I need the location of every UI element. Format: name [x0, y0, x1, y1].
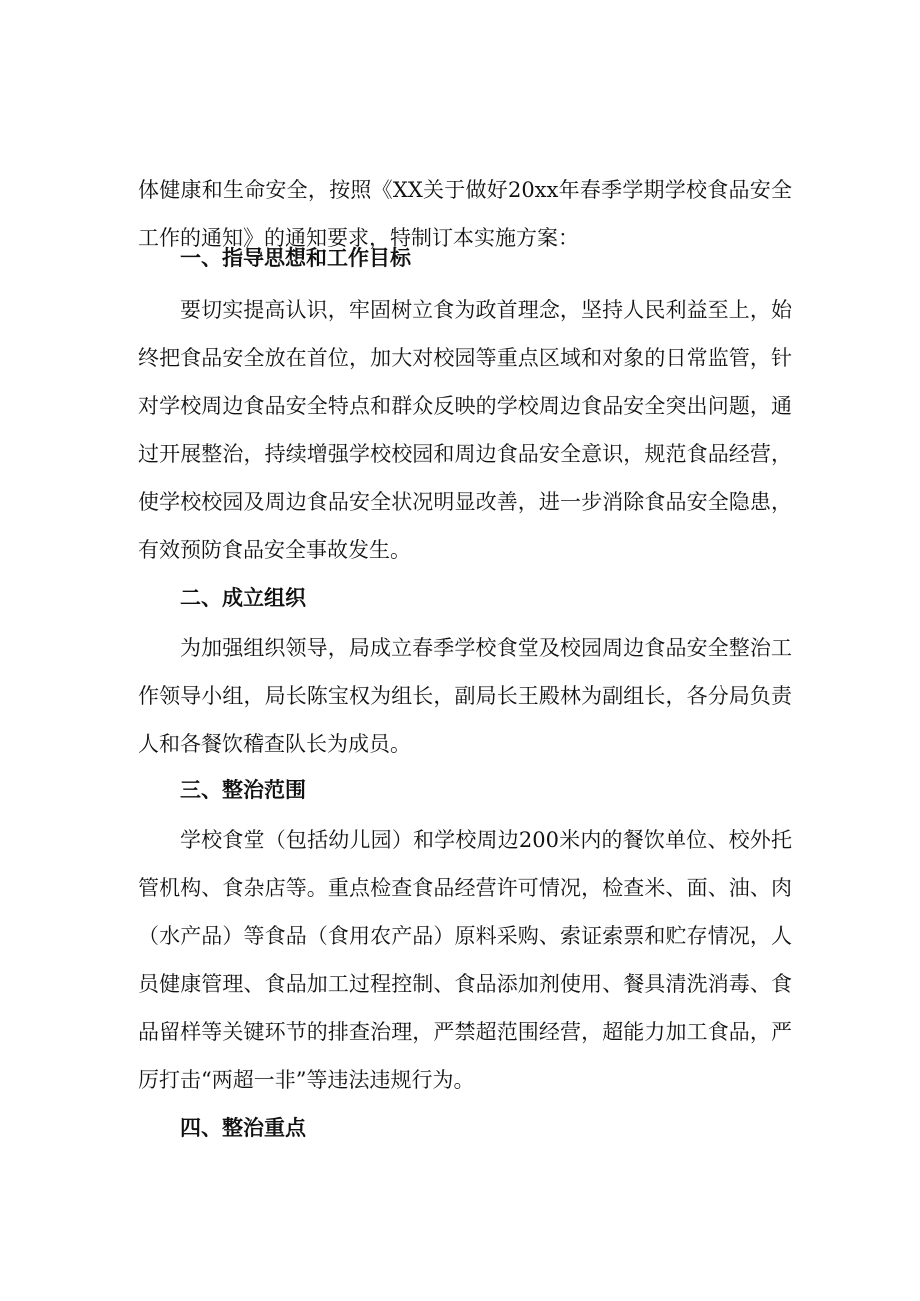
section-body-guiding-ideology: 要切实提高认识，牢固树立食为政首理念，坚持人民利益至上，始终把食品安全放在首位，加大对校园等重点区域和对象的日常监管，针对学校周边食品安全特点和群众反映的学校周边食品安全突出问题，通过开展整治，持续增强学校校园和周边食品安全意识，规范食品经营，使学校校园及周边食品安全状况明显改善，进一步消除食品安全隐患，有效预防食品安全事故发生。	[138, 298, 792, 562]
section-heading-scope: 三、整治范围	[180, 777, 306, 802]
section-heading-organization: 二、成立组织	[180, 585, 306, 610]
section-body-scope: 学校食堂（包括幼儿园）和学校周边200米内的餐饮单位、校外托管机构、食杂店等。重点检查食品经营许可情况，检查米、面、油、肉（水产品）等食品（食用农产品）原料采购、索证索票和贮存情况，人员健康管理、食品加工过程控制、食品添加剂使用、餐具清洗消毒、食品留样等关键环节的排查治理，严禁超范围经营，超能力加工食品，严厉打击“两超一非”等违法违规行为。	[138, 828, 792, 1092]
section-body-organization: 为加强组织领导，局成立春季学校食堂及校园周边食品安全整治工作领导小组，局长陈宝权为组长，副局长王殿林为副组长，各分局负责人和各餐饮稽查队长为成员。	[138, 636, 792, 756]
section-heading-guiding-ideology: 一、指导思想和工作目标	[180, 245, 411, 270]
section-heading-focus: 四、整治重点	[180, 1115, 306, 1140]
intro-paragraph: 体健康和生命安全，按照《XX关于做好20xx年春季学期学校食品安全工作的通知》的通知要求，特制订本实施方案：	[138, 178, 792, 250]
